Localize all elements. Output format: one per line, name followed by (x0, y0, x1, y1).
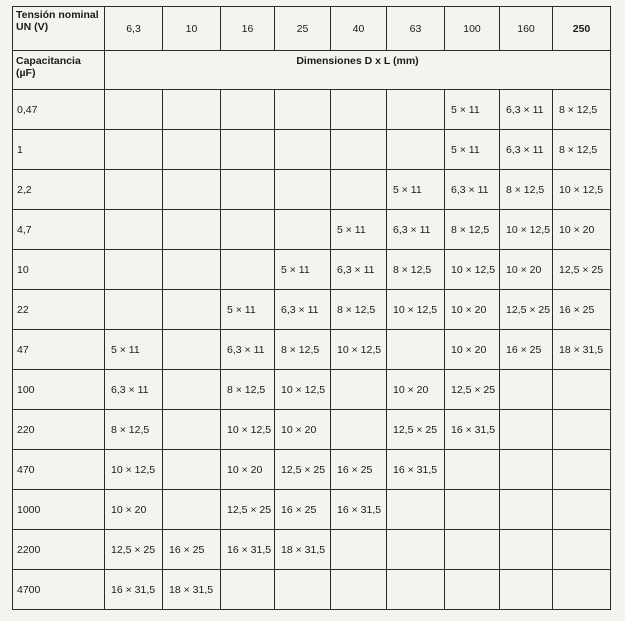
dimension-cell: 12,5 × 25 (553, 250, 611, 290)
dimension-cell (105, 250, 163, 290)
capacitance-value: 4700 (13, 570, 105, 610)
dimension-cell: 6,3 × 11 (445, 170, 500, 210)
dimension-cell (387, 330, 445, 370)
capacitance-value: 1000 (13, 490, 105, 530)
capacitance-value: 47 (13, 330, 105, 370)
dimension-cell: 6,3 × 11 (221, 330, 275, 370)
dimension-cell: 16 × 25 (331, 450, 387, 490)
capacitance-value: 2200 (13, 530, 105, 570)
dimension-cell: 8 × 12,5 (105, 410, 163, 450)
dimension-cell: 10 × 12,5 (331, 330, 387, 370)
dimension-cell (500, 410, 553, 450)
voltage-header-cell: 40 (331, 7, 387, 51)
voltage-header-cell: 100 (445, 7, 500, 51)
dimension-cell (500, 370, 553, 410)
dimension-cell: 16 × 25 (553, 290, 611, 330)
dimension-cell (553, 490, 611, 530)
dimension-cell: 16 × 25 (163, 530, 221, 570)
dimension-cell (500, 490, 553, 530)
dimension-cell: 10 × 20 (275, 410, 331, 450)
dimension-cell: 12,5 × 25 (445, 370, 500, 410)
dimension-cell (163, 490, 221, 530)
dimension-cell: 16 × 25 (500, 330, 553, 370)
table-row (13, 130, 611, 170)
dimension-cell: 10 × 20 (387, 370, 445, 410)
dimension-cell: 5 × 11 (445, 130, 500, 170)
dimension-cell (163, 330, 221, 370)
dimension-cell (331, 90, 387, 130)
dimension-cell: 6,3 × 11 (500, 90, 553, 130)
dimension-cell (163, 250, 221, 290)
capacitance-value: 470 (13, 450, 105, 490)
dimension-cell: 8 × 12,5 (553, 90, 611, 130)
table-row (13, 90, 611, 130)
dimension-cell: 10 × 20 (105, 490, 163, 530)
capacitance-value: 22 (13, 290, 105, 330)
dimension-cell (445, 490, 500, 530)
dimension-cell: 18 × 31,5 (553, 330, 611, 370)
dimension-cell (387, 570, 445, 610)
dimension-cell: 12,5 × 25 (105, 530, 163, 570)
dimension-cell (275, 90, 331, 130)
voltage-header-label: Tensión nominal UN (V) (13, 7, 105, 51)
dimension-cell: 16 × 31,5 (331, 490, 387, 530)
dimension-cell: 12,5 × 25 (275, 450, 331, 490)
dimension-cell: 5 × 11 (275, 250, 331, 290)
dimension-cell: 8 × 12,5 (553, 130, 611, 170)
dimensions-header-label: Dimensiones D x L (mm) (105, 51, 611, 90)
dimension-cell: 10 × 20 (221, 450, 275, 490)
dimension-cell: 6,3 × 11 (387, 210, 445, 250)
table-row (13, 490, 611, 530)
dimension-cell (553, 570, 611, 610)
dimension-cell (105, 210, 163, 250)
capacitance-value: 1 (13, 130, 105, 170)
capacitor-dimensions-sheet (12, 6, 610, 606)
table-row (13, 250, 611, 290)
dimension-cell: 12,5 × 25 (387, 410, 445, 450)
voltage-header-cell: 160 (500, 7, 553, 51)
dimension-cell: 6,3 × 11 (500, 130, 553, 170)
dimension-cell (331, 130, 387, 170)
dimension-cell: 10 × 12,5 (105, 450, 163, 490)
dimension-cell (500, 570, 553, 610)
dimension-cell (221, 130, 275, 170)
dimension-cell (163, 410, 221, 450)
table-row (13, 290, 611, 330)
dimension-cell: 16 × 31,5 (105, 570, 163, 610)
dimension-cell (163, 370, 221, 410)
dimension-cell: 8 × 12,5 (221, 370, 275, 410)
capacitance-value: 220 (13, 410, 105, 450)
dimension-cell: 6,3 × 11 (275, 290, 331, 330)
dimension-cell: 10 × 12,5 (221, 410, 275, 450)
table-row (13, 370, 611, 410)
dimension-cell (553, 530, 611, 570)
voltage-header-cell: 25 (275, 7, 331, 51)
dimension-cell (163, 210, 221, 250)
dimension-cell (387, 530, 445, 570)
dimension-cell: 12,5 × 25 (221, 490, 275, 530)
dimension-cell: 10 × 20 (445, 290, 500, 330)
dimension-cell: 5 × 11 (445, 90, 500, 130)
dimension-cell (163, 90, 221, 130)
dimension-cell: 18 × 31,5 (163, 570, 221, 610)
dimension-cell (387, 130, 445, 170)
dimension-cell (275, 170, 331, 210)
capacitance-value: 2,2 (13, 170, 105, 210)
dimension-cell (500, 530, 553, 570)
dimension-cell: 10 × 20 (445, 330, 500, 370)
dimension-cell (500, 450, 553, 490)
dimension-cell (275, 210, 331, 250)
capacitance-value: 100 (13, 370, 105, 410)
voltage-header-cell: 10 (163, 7, 221, 51)
dimension-cell (553, 370, 611, 410)
table-row (13, 570, 611, 610)
dimension-cell (275, 130, 331, 170)
capacitance-header-row (13, 51, 611, 90)
dimension-cell (105, 90, 163, 130)
dimension-cell: 10 × 12,5 (275, 370, 331, 410)
dimension-cell: 6,3 × 11 (331, 250, 387, 290)
dimension-cell (445, 530, 500, 570)
capacitance-value: 0,47 (13, 90, 105, 130)
dimension-cell (163, 170, 221, 210)
dimension-cell: 8 × 12,5 (275, 330, 331, 370)
dimension-cell (553, 410, 611, 450)
dimension-cell: 10 × 20 (500, 250, 553, 290)
capacitance-value: 10 (13, 250, 105, 290)
dimension-cell: 16 × 25 (275, 490, 331, 530)
table-row (13, 210, 611, 250)
dimension-cell: 5 × 11 (105, 330, 163, 370)
dimension-cell: 10 × 12,5 (445, 250, 500, 290)
dimension-cell (221, 170, 275, 210)
voltage-header-cell: 250 (553, 7, 611, 51)
dimension-cell: 10 × 12,5 (387, 290, 445, 330)
dimension-cell (105, 290, 163, 330)
dimension-cell: 5 × 11 (221, 290, 275, 330)
dimension-cell (221, 250, 275, 290)
voltage-header-cell: 16 (221, 7, 275, 51)
dimension-cell: 10 × 12,5 (553, 170, 611, 210)
table-row (13, 170, 611, 210)
table-row (13, 530, 611, 570)
dimension-cell (553, 450, 611, 490)
dimension-cell: 8 × 12,5 (445, 210, 500, 250)
dimension-cell: 8 × 12,5 (331, 290, 387, 330)
dimension-cell: 10 × 12,5 (500, 210, 553, 250)
dimension-cell: 6,3 × 11 (105, 370, 163, 410)
dimension-cell (331, 410, 387, 450)
capacitance-value: 4,7 (13, 210, 105, 250)
dimension-cell (445, 570, 500, 610)
dimension-cell (163, 130, 221, 170)
capacitance-header-label: Capacitancia (µF) (13, 51, 105, 90)
dimension-cell (163, 450, 221, 490)
dimension-cell (331, 530, 387, 570)
dimension-cell: 5 × 11 (331, 210, 387, 250)
dimension-cell (331, 370, 387, 410)
dimension-cell (331, 570, 387, 610)
table-row (13, 450, 611, 490)
dimension-cell (387, 490, 445, 530)
dimension-cell (275, 570, 331, 610)
dimension-cell: 16 × 31,5 (221, 530, 275, 570)
dimension-cell: 10 × 20 (553, 210, 611, 250)
dimension-cell: 12,5 × 25 (500, 290, 553, 330)
dimension-cell: 16 × 31,5 (387, 450, 445, 490)
voltage-header-row (13, 7, 611, 51)
dimension-cell: 8 × 12,5 (500, 170, 553, 210)
capacitor-dimensions-table (12, 6, 611, 610)
dimension-cell (163, 290, 221, 330)
dimension-cell: 5 × 11 (387, 170, 445, 210)
table-row (13, 410, 611, 450)
dimension-cell: 16 × 31,5 (445, 410, 500, 450)
dimension-cell (387, 90, 445, 130)
dimension-cell (221, 90, 275, 130)
dimension-cell (331, 170, 387, 210)
voltage-header-cell: 6,3 (105, 7, 163, 51)
dimension-cell: 8 × 12,5 (387, 250, 445, 290)
dimension-cell (105, 130, 163, 170)
voltage-header-cell: 63 (387, 7, 445, 51)
dimension-cell (105, 170, 163, 210)
dimension-cell (445, 450, 500, 490)
table-row (13, 330, 611, 370)
dimension-cell (221, 570, 275, 610)
dimension-cell (221, 210, 275, 250)
dimension-cell: 18 × 31,5 (275, 530, 331, 570)
